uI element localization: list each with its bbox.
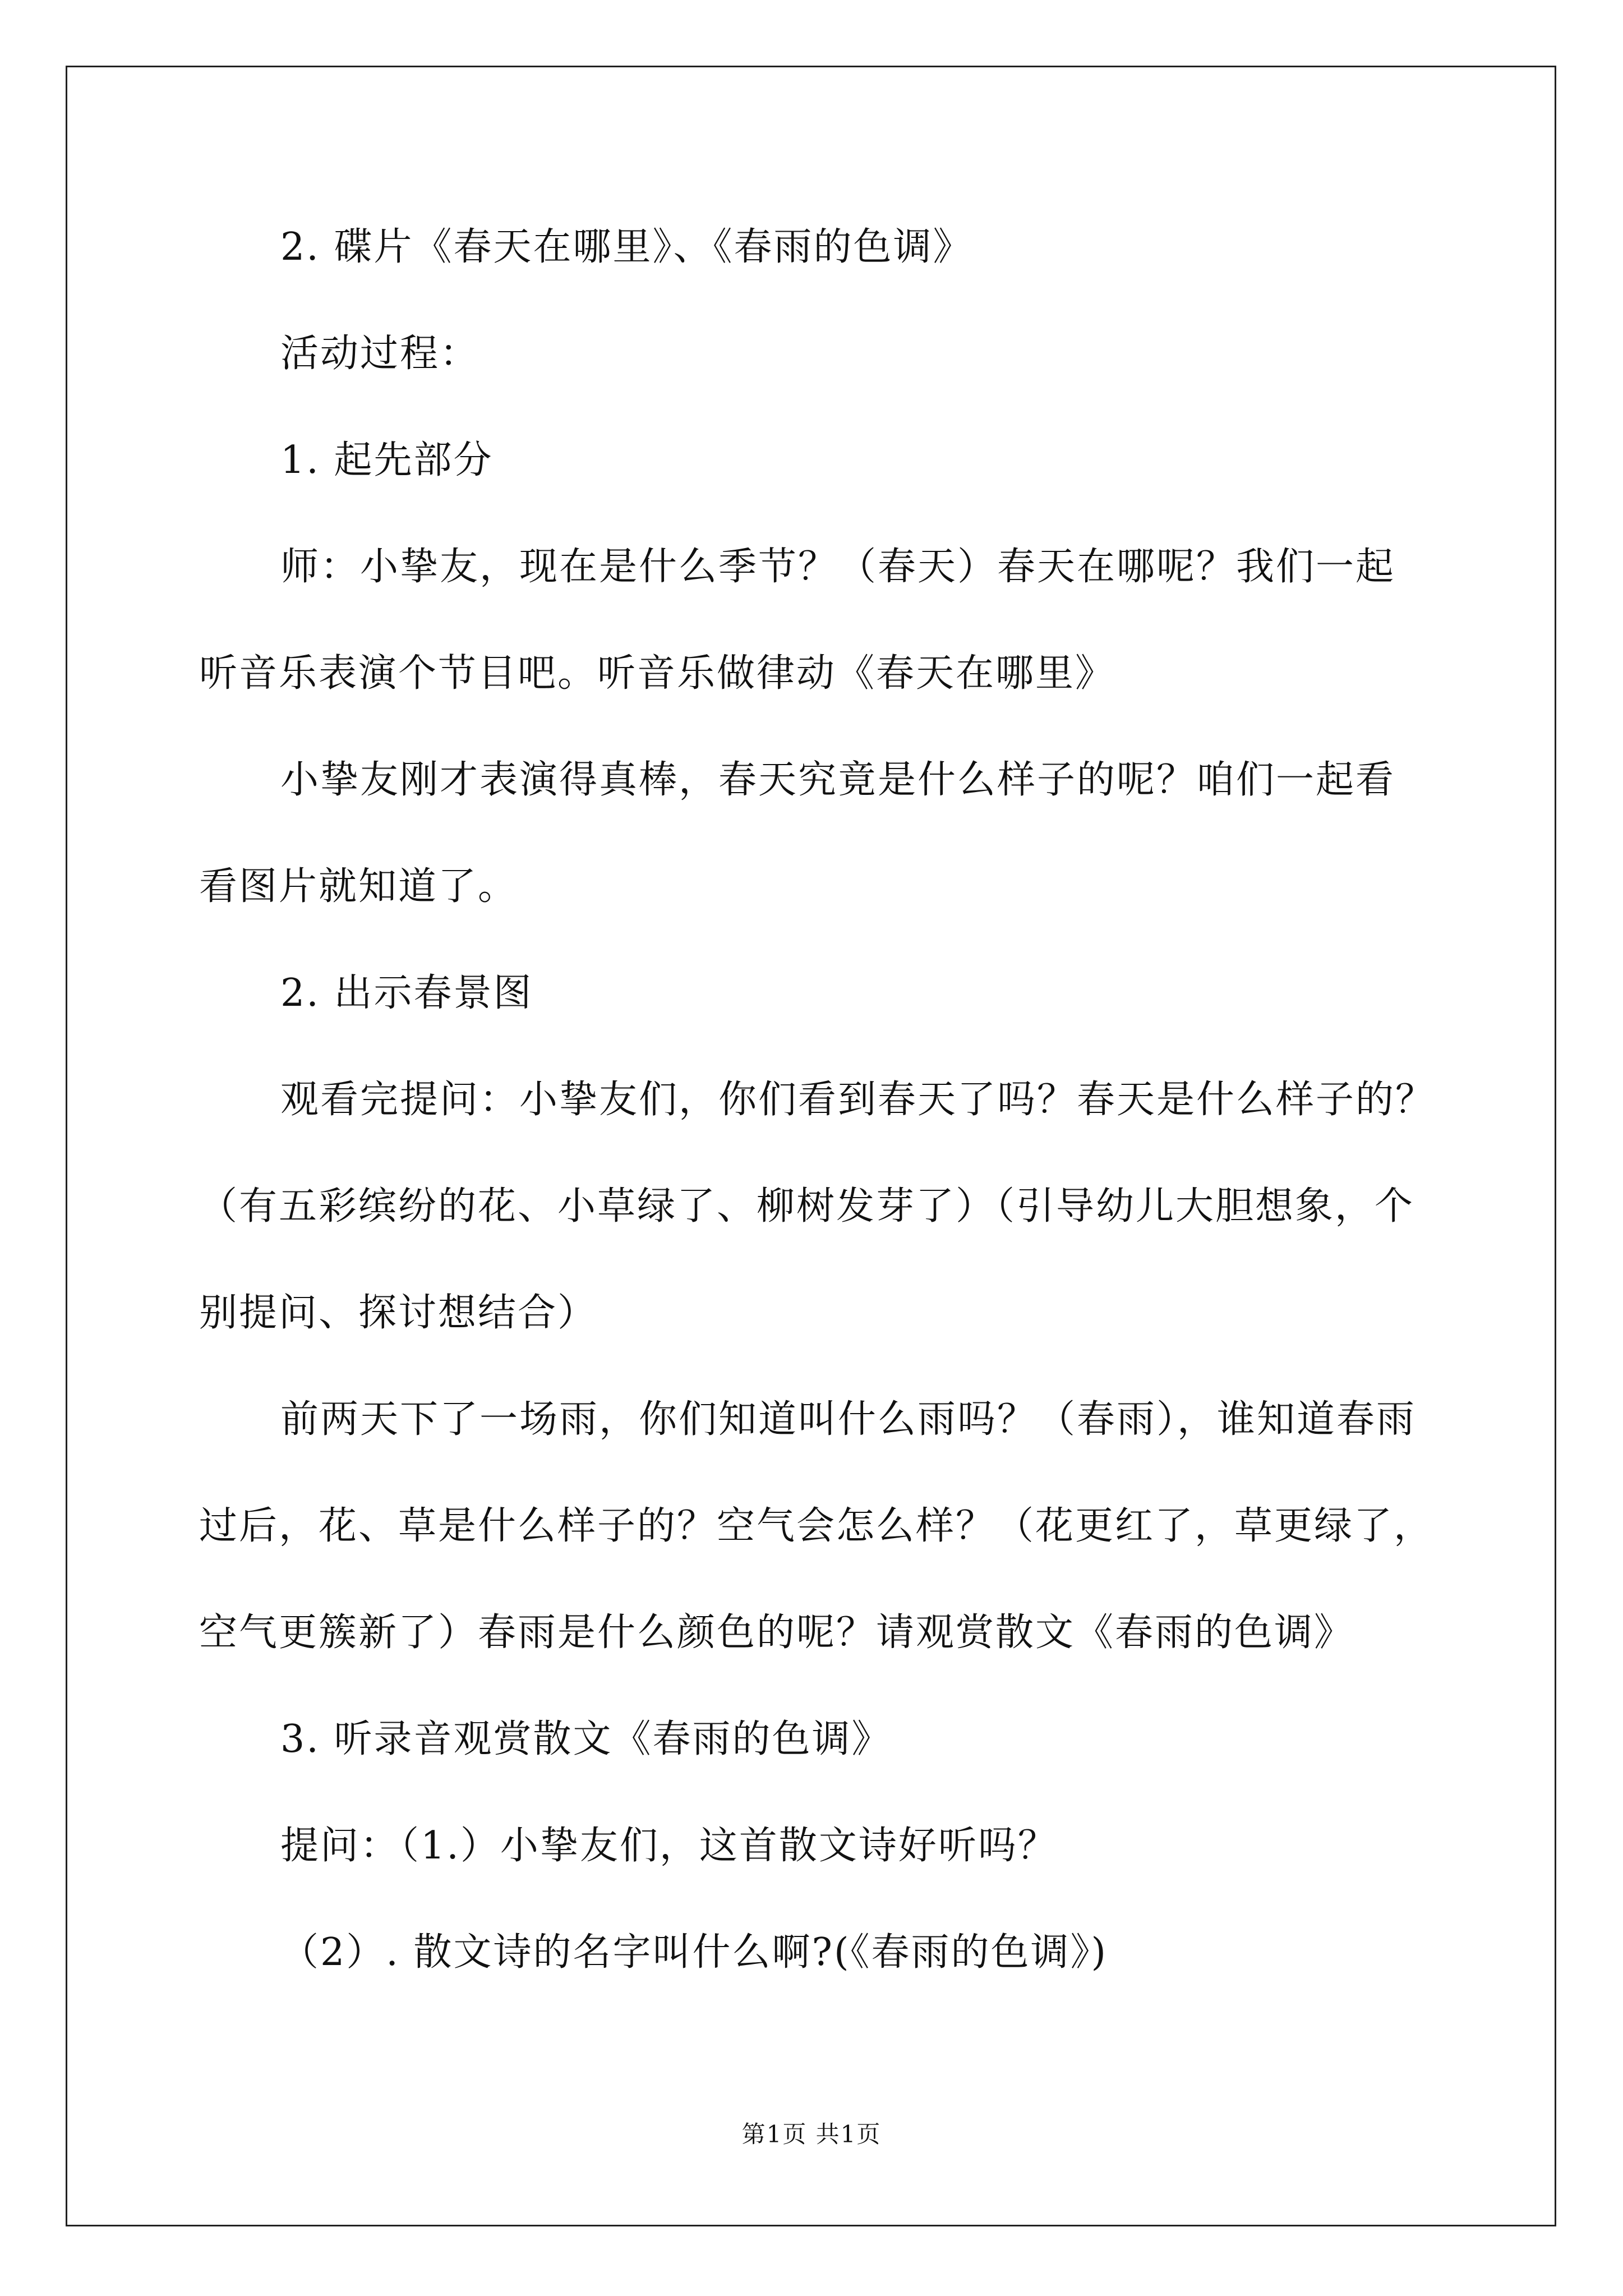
question-2: （2）. 散文诗的名字叫什么啊?(《春雨的色调》) xyxy=(280,1930,1108,1975)
paragraph-teacher-line-1: 师：小挚友，现在是什么季节？（春天）春天在哪呢？我们一起 xyxy=(280,545,1396,589)
paragraph-teacher-line-2: 听音乐表演个节目吧。听音乐做律动《春天在哪里》 xyxy=(199,651,1115,696)
paragraph-question-line-3: 别提问、探讨想结合） xyxy=(199,1291,598,1335)
section-2-heading: 2. 出示春景图 xyxy=(280,971,533,1015)
activity-process-heading: 活动过程： xyxy=(280,332,480,376)
paragraph-rain-line-2: 过后，花、草是什么样子的？空气会怎么样？（花更红了，草更绿了， xyxy=(199,1504,1434,1548)
paragraph-rain-line-3: 空气更簇新了）春雨是什么颜色的呢？请观赏散文《春雨的色调》 xyxy=(199,1611,1354,1655)
paragraph-praise-line-2: 看图片就知道了。 xyxy=(199,864,518,909)
paragraph-praise-line-1: 小挚友刚才表演得真棒，春天究竟是什么样子的呢？咱们一起看 xyxy=(280,758,1396,802)
section-3-heading: 3. 听录音观赏散文《春雨的色调》 xyxy=(280,1717,892,1761)
paragraph-question-line-2: （有五彩缤纷的花、小草绿了、柳树发芽了）（引导幼儿大胆想象，个 xyxy=(199,1184,1415,1228)
document-body xyxy=(199,222,1436,1978)
page-number-footer: 第1页 共1页 xyxy=(741,2120,882,2148)
question-1: 提问：（1.）小挚友们，这首散文诗好听吗？ xyxy=(280,1824,1058,1868)
paragraph-rain-line-1: 前两天下了一场雨，你们知道叫什么雨吗？（春雨），谁知道春雨 xyxy=(280,1397,1417,1442)
paragraph-question-line-1: 观看完提问：小挚友们，你们看到春天了吗？春天是什么样子的？ xyxy=(280,1078,1436,1122)
section-1-heading: 1. 起先部分 xyxy=(280,438,494,482)
materials-item-2: 2. 碟片《春天在哪里》、《春雨的色调》 xyxy=(280,225,973,269)
